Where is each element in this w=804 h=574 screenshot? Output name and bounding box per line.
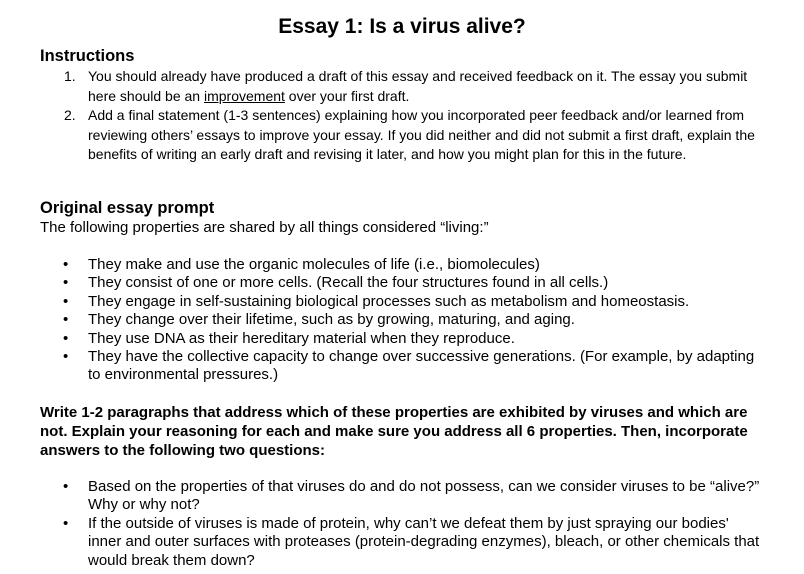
instruction-text-end: over your first draft. xyxy=(284,87,410,104)
property-text: They change over their lifetime, such as by growing, maturing, and aging. xyxy=(88,311,575,329)
bullet-icon: • xyxy=(63,274,69,292)
instruction-number: 1. xyxy=(64,68,76,84)
question-text: Based on the properties of that viruses do and do not possess, can we consider viruses to be “alive?” Why or why not? xyxy=(88,478,760,514)
instruction-number: 2. xyxy=(64,107,76,123)
bullet-icon: • xyxy=(63,348,69,366)
prompt-intro: The following properties are shared by all things considered “living:” xyxy=(40,219,489,236)
questions-list xyxy=(40,478,760,570)
property-text: They make and use the organic molecules of life (i.e., biomolecules) xyxy=(88,256,540,273)
question-text: If the outside of viruses is made of protein, why can’t we defeat them by just spraying our bodies' inner and outer surfaces with proteases (protein-degrading enzymes), bleach, or other chemicals that would break them down? xyxy=(88,514,760,569)
list-item xyxy=(40,293,760,311)
bullet-icon: • xyxy=(63,329,69,347)
properties-list xyxy=(40,256,760,385)
instruction-text: You should already have produced a draft of this essay and received feedback on it. The essay you submit here should be an xyxy=(88,68,748,104)
page-title: Essay 1: Is a virus alive? xyxy=(278,15,526,38)
bullet-icon: • xyxy=(63,514,69,532)
list-item xyxy=(40,515,760,570)
instruction-item xyxy=(40,106,760,165)
list-item xyxy=(40,330,760,348)
prompt-heading: Original essay prompt xyxy=(40,199,215,217)
property-text: They consist of one or more cells. (Recall the four structures found in all cells.) xyxy=(88,274,609,292)
task-paragraph: Write 1-2 paragraphs that address which of these properties are exhibited by viruses and which are not. Explain your reasoning for each and make sure you address all 6 properties. Then, incorporate answers to the following two questions: xyxy=(40,404,748,459)
instructions-heading: Instructions xyxy=(40,47,135,65)
property-text: They engage in self-sustaining biological processes such as metabolism and homeostasis. xyxy=(88,292,690,310)
bullet-icon: • xyxy=(63,256,69,273)
instructions-list xyxy=(40,67,760,165)
bullet-icon: • xyxy=(63,311,69,329)
instruction-text: Add a final statement (1-3 sentences) explaining how you incorporated peer feedback and/or learned from reviewing others’ essays to improve your essay. If you did neither and did not submit a first draft, explain the benefits of writing an early draft and revising it later, and how you might plan for this in the future. xyxy=(88,107,755,162)
list-item xyxy=(40,274,760,292)
list-item xyxy=(40,478,760,515)
instruction-item xyxy=(40,67,760,106)
list-item xyxy=(40,311,760,329)
list-item xyxy=(40,256,760,274)
bullet-icon: • xyxy=(63,478,69,495)
property-text: They have the collective capacity to change over successive generations. (For example, by adapting to environmental pressures.) xyxy=(88,348,755,384)
list-item xyxy=(40,348,760,385)
underlined-word: improvement xyxy=(203,87,285,104)
bullet-icon: • xyxy=(63,292,69,310)
property-text: They use DNA as their hereditary material when they reproduce. xyxy=(88,329,515,347)
